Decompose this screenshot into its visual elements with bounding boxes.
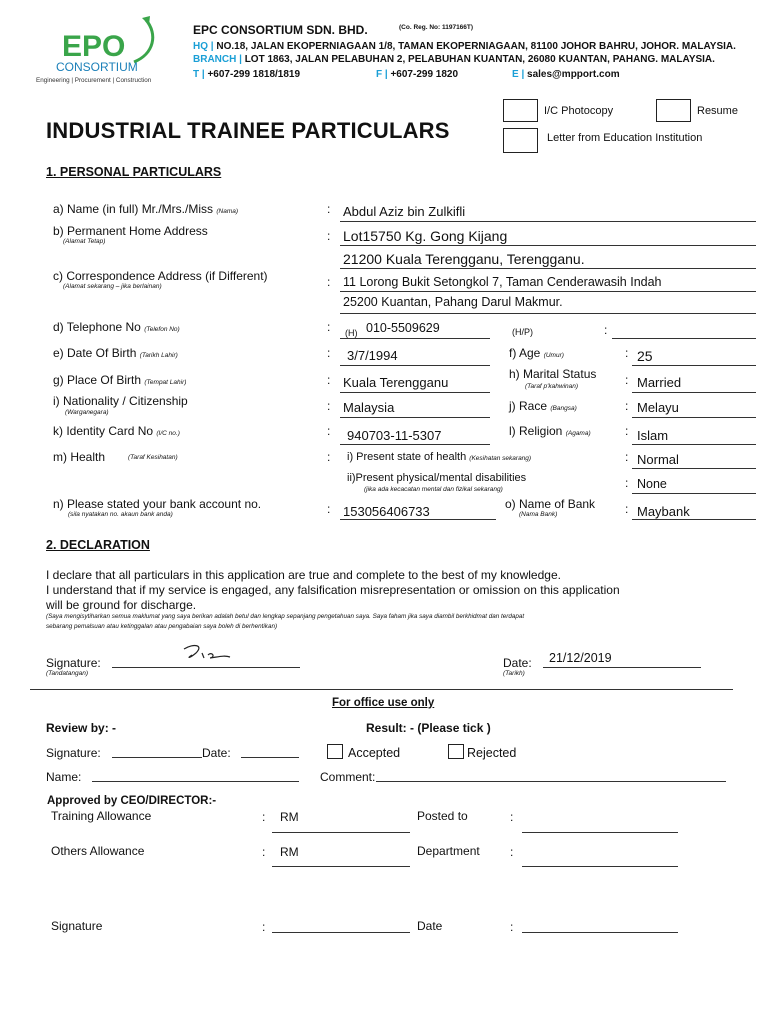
handphone-line[interactable]	[612, 338, 756, 339]
email-line: E | sales@mpport.com	[512, 69, 620, 80]
approved-label: Approved by CEO/DIRECTOR:-	[47, 795, 217, 807]
colon: :	[327, 450, 331, 464]
personal-heading: 1. PERSONAL PARTICULARS	[46, 165, 222, 179]
permanent-address-line1[interactable]: Lot15750 Kg. Gong Kijang	[343, 228, 508, 244]
bank-name-line	[632, 519, 756, 520]
tel-home-tag: (H)	[345, 328, 358, 338]
pob-line	[340, 392, 490, 393]
declaration-line3: will be ground for discharge.	[46, 598, 197, 612]
signature-ms: (Tandatangan)	[46, 670, 89, 677]
declaration-ms2: sebarang pemalsuan atau ketinggalan atau pengabaian saya boleh di berhentikan)	[46, 623, 278, 630]
health-state-line	[632, 468, 756, 469]
permanent-line-1	[340, 245, 756, 246]
fax-line: F | +607-299 1820	[376, 69, 459, 80]
resume-label: Resume	[697, 105, 738, 117]
office-date-line[interactable]	[241, 757, 299, 758]
nationality-value[interactable]: Malaysia	[343, 400, 395, 415]
declaration-line2: I understand that if my service is engaged, any falsification misrepresentation or omission on this application	[46, 583, 620, 597]
colon: :	[327, 424, 331, 438]
permanent-address-ms: (Alamat Tetap)	[63, 238, 106, 245]
colon: :	[510, 920, 514, 934]
letter-label: Letter from Education Institution	[547, 132, 703, 144]
rejected-checkbox[interactable]	[448, 744, 464, 759]
hq-line: HQ | NO.18, JALAN EKOPERNIAGAAN 1/8, TAMAN EKOPERNIAGAAN, 81100 JOHOR BAHRU, JOHOR. MALAYSIA.	[193, 41, 736, 52]
rejected-label: Rejected	[467, 746, 517, 760]
colon: :	[625, 502, 629, 516]
colon: :	[625, 373, 629, 387]
disability-label: ii)Present physical/mental disabilities	[347, 472, 527, 484]
religion-label: l) Religion (Agama)	[509, 424, 591, 438]
marital-ms: (Taraf p'kahwinan)	[525, 383, 579, 390]
review-label: Review by: -	[46, 721, 117, 735]
name-line	[340, 221, 756, 222]
bank-name-label: o) Name of Bank	[505, 497, 596, 511]
company-name: EPC CONSORTIUM SDN. BHD.	[193, 23, 368, 37]
result-label: Result: - (Please tick )	[366, 721, 491, 735]
ic-line	[340, 444, 490, 445]
disability-line	[632, 493, 756, 494]
correspondence-label: c) Correspondence Address (if Different)	[53, 269, 268, 283]
final-date-label: Date	[417, 919, 443, 933]
posted-to-line[interactable]	[522, 832, 678, 833]
colon: :	[327, 399, 331, 413]
colon: :	[327, 373, 331, 387]
declaration-line1: I declare that all particulars in this application are true and complete to the best of my knowledge.	[46, 568, 561, 582]
bank-name-ms: (Nama Bank)	[519, 511, 558, 518]
nationality-label: i) Nationality / Citizenship	[53, 394, 188, 408]
office-divider	[30, 689, 733, 690]
comment-line[interactable]	[376, 781, 726, 782]
colon: :	[262, 810, 266, 824]
correspondence-ms: (Alamat sekarang – jika berlainan)	[63, 283, 162, 290]
colon: :	[625, 424, 629, 438]
age-label: f) Age (Umur)	[509, 346, 564, 360]
colon: :	[625, 346, 629, 360]
declaration-date-value[interactable]: 21/12/2019	[549, 651, 612, 665]
ic-photocopy-checkbox[interactable]	[503, 99, 538, 122]
nationality-ms: (Warganegara)	[65, 409, 109, 416]
name-label: a) Name (in full) Mr./Mrs./Miss (Nama)	[53, 202, 239, 216]
office-date-label: Date:	[202, 746, 231, 760]
colon: :	[604, 323, 608, 337]
declaration-heading: 2. DECLARATION	[46, 538, 150, 552]
office-name-label: Name:	[46, 770, 82, 784]
office-signature-line[interactable]	[112, 757, 202, 758]
logo-sub: CONSORTIUM	[56, 60, 138, 74]
training-line[interactable]	[272, 832, 410, 833]
signature-label: Signature:	[46, 656, 101, 670]
dob-label: e) Date Of Birth (Tarikh Lahir)	[53, 346, 178, 360]
colon: :	[327, 229, 331, 243]
ic-label: k) Identity Card No (I/C no.)	[53, 424, 180, 438]
marital-line	[632, 392, 756, 393]
permanent-address-label: b) Permanent Home Address	[53, 224, 208, 238]
others-allowance-label: Others Allowance	[51, 844, 145, 858]
colon: :	[262, 845, 266, 859]
logo-text: EPO	[62, 30, 126, 63]
ic-photocopy-label: I/C Photocopy	[544, 105, 614, 117]
marital-value[interactable]: Married	[637, 375, 682, 390]
bank-account-line	[340, 519, 496, 520]
colon: :	[327, 502, 331, 516]
accepted-label: Accepted	[348, 746, 401, 760]
accepted-checkbox[interactable]	[327, 744, 343, 759]
religion-line	[632, 444, 756, 445]
colon: :	[327, 320, 331, 334]
date-ms: (Tarikh)	[503, 670, 525, 677]
nationality-line	[340, 417, 490, 418]
colon: :	[262, 920, 266, 934]
race-line	[632, 417, 756, 418]
colon: :	[510, 810, 514, 824]
bank-account-ms: (sila nyatakan no. akaun bank anda)	[68, 511, 173, 518]
telephone-label: d) Telephone No (Telefon No)	[53, 320, 180, 334]
health-label: m) Health	[53, 450, 106, 464]
page-title: INDUSTRIAL TRAINEE PARTICULARS	[46, 118, 450, 143]
comment-label: Comment:	[320, 770, 376, 784]
permanent-line-2	[340, 268, 756, 269]
training-allowance-label: Training Allowance	[51, 809, 152, 823]
colon: :	[327, 275, 331, 289]
bank-account-label: n) Please stated your bank account no.	[53, 497, 262, 511]
bank-name-value[interactable]: Maybank	[637, 504, 690, 519]
office-name-line[interactable]	[92, 781, 299, 782]
posted-to-label: Posted to	[417, 809, 468, 823]
colon: :	[327, 202, 331, 216]
marital-label: h) Marital Status	[509, 367, 597, 381]
correspondence-line-1	[340, 291, 756, 292]
race-label: j) Race (Bangsa)	[509, 399, 577, 413]
others-rm: RM	[280, 845, 299, 859]
office-heading: For office use only	[332, 697, 435, 709]
correspondence-line1[interactable]: 11 Lorong Bukit Setongkol 7, Taman Cenderawasih Indah	[343, 275, 662, 289]
telephone-value[interactable]: 010-5509629	[366, 321, 440, 335]
resume-checkbox[interactable]	[656, 99, 691, 122]
office-signature-label: Signature:	[46, 746, 101, 760]
colon: :	[327, 346, 331, 360]
department-line[interactable]	[522, 866, 678, 867]
declaration-ms1: (Saya mengisytiharkan semua maklumat yang saya berikan adalah betul dan lengkap sepanjang pengetahuan saya. Saya faham jika saya diambil berkhidmat dan terdapat	[46, 613, 525, 620]
dob-value[interactable]: 3/7/1994	[347, 348, 398, 363]
bank-account-value[interactable]: 153056406733	[343, 504, 430, 519]
religion-value[interactable]: Islam	[637, 428, 669, 443]
pob-value[interactable]: Kuala Terengganu	[343, 375, 449, 390]
final-signature-label: Signature	[51, 919, 103, 933]
colon: :	[625, 399, 629, 413]
disability-value[interactable]: None	[637, 477, 667, 491]
colon: :	[625, 450, 629, 464]
permanent-address-line2[interactable]: 21200 Kuala Terengganu, Terengganu.	[343, 251, 585, 267]
others-line[interactable]	[272, 866, 410, 867]
colon: :	[510, 845, 514, 859]
final-signature-line[interactable]	[272, 932, 410, 933]
final-date-line[interactable]	[522, 932, 678, 933]
health-ms: (Taraf Kesihatan)	[128, 454, 178, 461]
correspondence-line2[interactable]: 25200 Kuantan, Pahang Darul Makmur.	[343, 295, 563, 309]
letter-checkbox[interactable]	[503, 128, 538, 153]
date-label: Date:	[503, 656, 532, 670]
pob-label: g) Place Of Birth (Tempat Lahir)	[53, 373, 187, 387]
name-value[interactable]: Abdul Aziz bin Zulkifli	[343, 204, 466, 219]
ic-value[interactable]: 940703-11-5307	[347, 428, 442, 443]
telephone-line	[340, 338, 490, 339]
date-line	[543, 667, 701, 668]
company-logo	[36, 14, 166, 86]
health-state-label: i) Present state of health (Kesihatan sekarang)	[347, 451, 532, 463]
disability-ms: (jika ada kecacatan mental dan fizikal sekarang)	[364, 486, 503, 493]
race-value[interactable]: Melayu	[637, 400, 679, 415]
registration-number: (Co. Reg. No: 1197166T)	[399, 24, 474, 31]
tel-hp-tag: (H/P)	[512, 327, 533, 337]
handwritten-signature	[180, 641, 236, 663]
correspondence-line-2	[340, 313, 756, 314]
colon: :	[625, 476, 629, 490]
age-value[interactable]: 25	[637, 348, 653, 364]
logo-tagline: Engineering | Procurement | Construction	[36, 77, 152, 84]
phone-line: T | +607-299 1818/1819	[193, 69, 301, 80]
department-label: Department	[417, 844, 480, 858]
age-line	[632, 365, 756, 366]
health-state-value[interactable]: Normal	[637, 452, 679, 467]
branch-line: BRANCH | LOT 1863, JALAN PELABUHAN 2, PELABUHAN KUANTAN, 26080 KUANTAN, PAHANG. MALAYSIA.	[193, 54, 715, 65]
training-rm: RM	[280, 810, 299, 824]
dob-line	[340, 365, 490, 366]
signature-line[interactable]	[112, 667, 300, 668]
